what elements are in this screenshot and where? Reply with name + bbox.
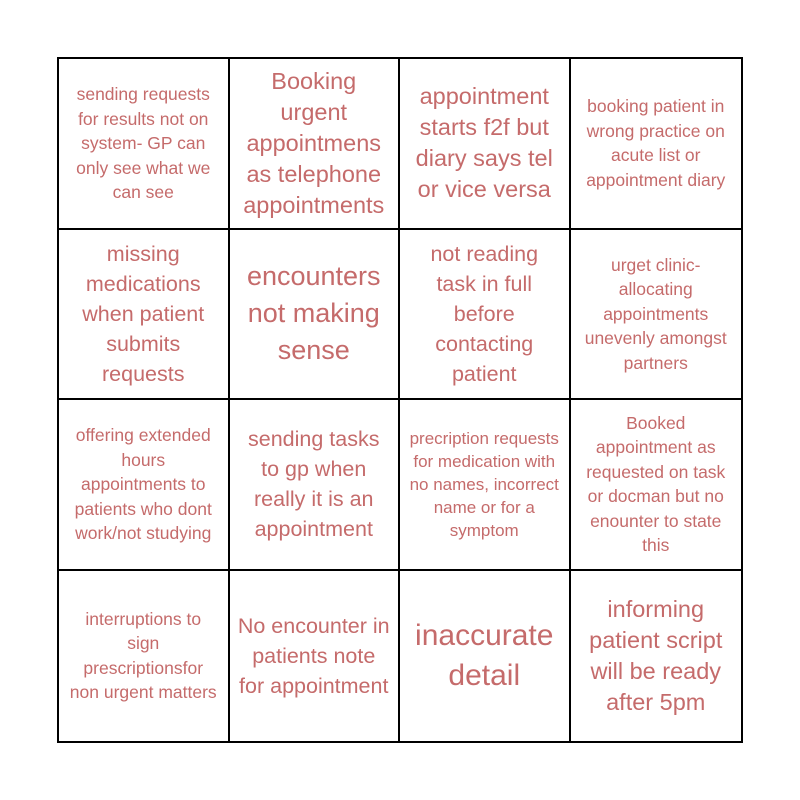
bingo-grid bbox=[57, 57, 743, 743]
bingo-cell-12[interactable] bbox=[571, 400, 742, 571]
bingo-cell-text: inaccurate detail bbox=[415, 618, 554, 692]
bingo-cell-11[interactable] bbox=[400, 400, 571, 571]
bingo-cell-text: appointment starts f2f but diary says tel or vice versa bbox=[415, 83, 553, 203]
bingo-cell-text: Booking urgent appointmens as telephone appointments bbox=[243, 67, 385, 218]
bingo-cell-text: booking patient in wrong practice on acute list or appointment diary bbox=[586, 96, 726, 190]
bingo-cell-text: sending requests for results not on system- GP can only see what we can see bbox=[76, 84, 211, 202]
bingo-cell-text: informing patient script will be ready after 5pm bbox=[589, 595, 723, 715]
bingo-cell-15[interactable] bbox=[400, 571, 571, 742]
bingo-cell-text: encounters not making sense bbox=[246, 261, 381, 366]
bingo-cell-8[interactable] bbox=[571, 230, 742, 401]
bingo-cell-text: offering extended hours appointments to patients who dont work/not studying bbox=[74, 425, 212, 543]
bingo-cell-text: precription requests for medication with no names, incorrect name or for a symptom bbox=[409, 428, 559, 540]
bingo-cell-9[interactable] bbox=[59, 400, 230, 571]
bingo-cell-text: missing medications when patient submits requests bbox=[82, 241, 205, 386]
bingo-cell-5[interactable] bbox=[59, 230, 230, 401]
bingo-cell-3[interactable] bbox=[400, 59, 571, 230]
bingo-cell-text: No encounter in patients note for appointment bbox=[237, 613, 390, 698]
bingo-cell-text: not reading task in full before contacting patient bbox=[430, 241, 539, 386]
bingo-cell-1[interactable] bbox=[59, 59, 230, 230]
bingo-cell-14[interactable] bbox=[230, 571, 401, 742]
bingo-cell-7[interactable] bbox=[400, 230, 571, 401]
bingo-cell-4[interactable] bbox=[571, 59, 742, 230]
bingo-cell-10[interactable] bbox=[230, 400, 401, 571]
bingo-cell-13[interactable] bbox=[59, 571, 230, 742]
bingo-cell-text: urget clinic- allocating appointments unevenly amongst partners bbox=[584, 254, 727, 373]
bingo-cell-6[interactable] bbox=[230, 230, 401, 401]
bingo-cell-2[interactable] bbox=[230, 59, 401, 230]
bingo-cell-text: Booked appointment as requested on task or docman but no enounter to state this bbox=[586, 412, 726, 556]
bingo-cell-text: sending tasks to gp when really it is an appointment bbox=[248, 427, 380, 542]
bingo-cell-16[interactable] bbox=[571, 571, 742, 742]
bingo-cell-text: interruptions to sign prescriptionsfor non urgent matters bbox=[69, 608, 217, 703]
